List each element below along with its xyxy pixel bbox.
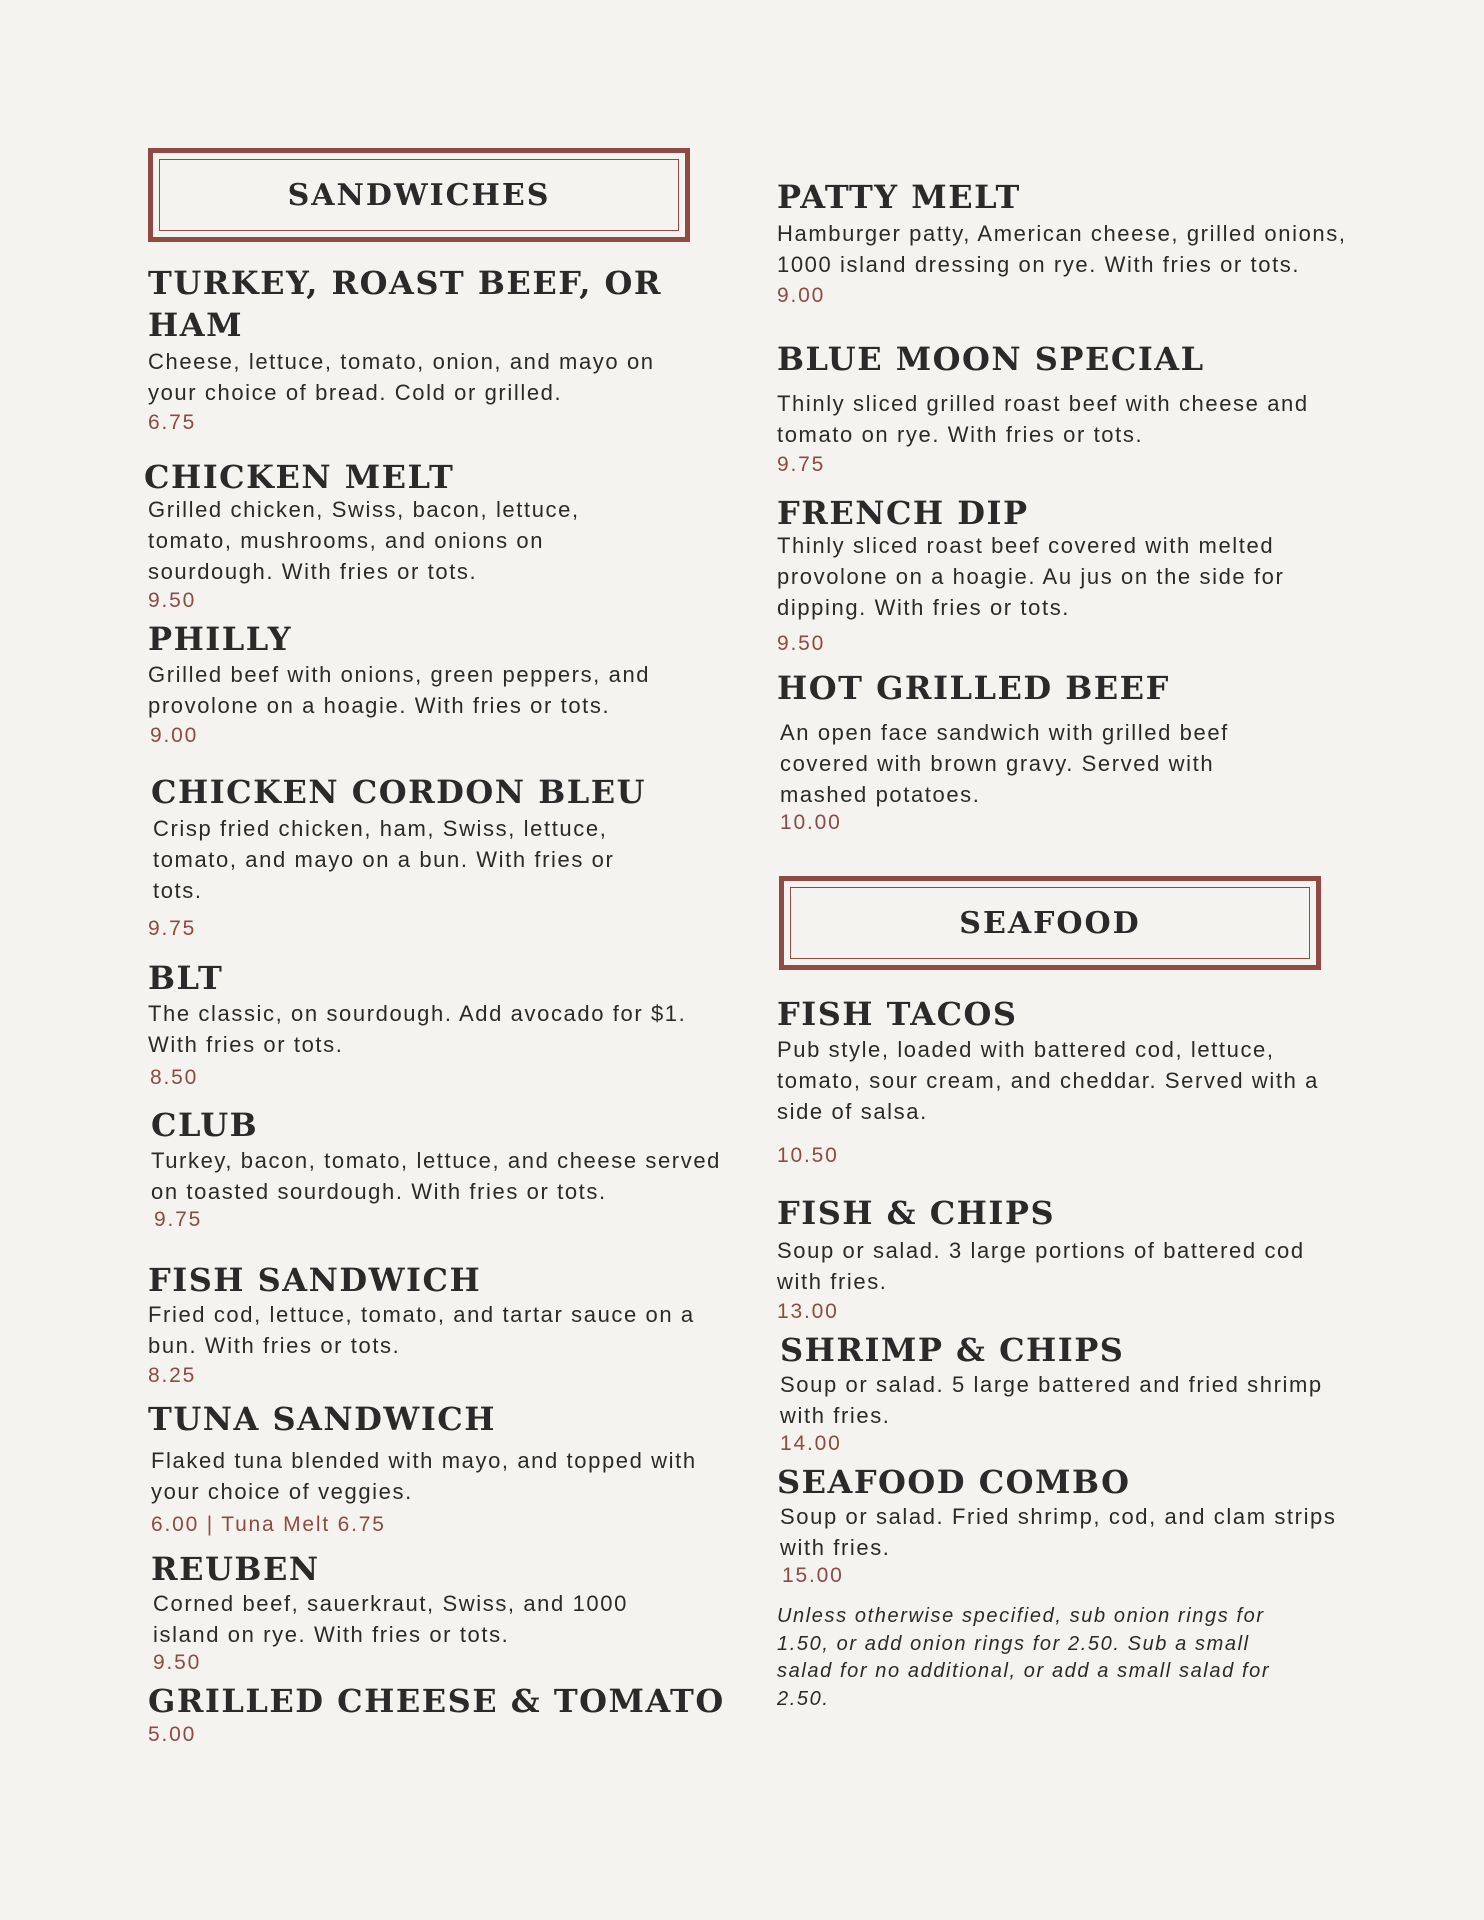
item-description: The classic, on sourdough. Add avocado for $1. With fries or tots.	[148, 1001, 687, 1057]
sandwiches-section-header	[148, 148, 690, 242]
item-description: Grilled chicken, Swiss, bacon, lettuce, tomato, mushrooms, and onions on sourdough. With fries or tots.	[148, 497, 580, 584]
item-name: HOT GRILLED BEEF	[777, 669, 1170, 707]
left-column	[144, 148, 738, 1748]
item-name: BLT	[148, 959, 224, 997]
menu-item	[777, 994, 1347, 1171]
item-name: CLUB	[151, 1106, 259, 1144]
section-title: SEAFOOD	[959, 905, 1141, 941]
item-description: Soup or salad. 5 large battered and fried shrimp with fries.	[780, 1372, 1323, 1428]
section-header-inner-frame	[790, 887, 1310, 959]
item-description: Soup or salad. 3 large portions of battered cod with fries.	[777, 1238, 1305, 1294]
menu-item	[777, 496, 1347, 659]
item-name: BLUE MOON SPECIAL	[777, 340, 1205, 378]
item-name: GRILLED CHEESE & TOMATO	[148, 1682, 725, 1720]
menu-item-details	[148, 494, 648, 615]
item-description: Hamburger patty, American cheese, grilled onions, 1000 island dressing on rye. With fries or tots.	[777, 221, 1347, 277]
item-name: TUNA SANDWICH	[148, 1400, 496, 1438]
item-price: 9.75	[154, 1208, 203, 1231]
menu-item	[144, 456, 734, 498]
item-name: CHICKEN CORDON BLEU	[151, 773, 647, 811]
item-price: 9.50	[153, 1651, 202, 1674]
item-name: SEAFOOD COMBO	[777, 1463, 1131, 1501]
item-name: REUBEN	[151, 1550, 320, 1588]
item-description: Cheese, lettuce, tomato, onion, and mayo on your choice of bread. Cold or grilled.	[148, 349, 655, 405]
item-price: 9.75	[777, 453, 826, 476]
right-column	[777, 148, 1377, 1733]
item-name: FISH TACOS	[777, 995, 1018, 1033]
menu-item	[777, 176, 1377, 312]
item-description: Grilled beef with onions, green peppers, and provolone on a hoagie. With fries or tots.	[148, 662, 651, 718]
menu-item	[777, 667, 1297, 836]
menu-item	[780, 1331, 1370, 1457]
menu-item	[777, 1193, 1347, 1327]
item-description: Thinly sliced roast beef covered with melted provolone on a hoagie. Au jus on the side for dipping. With fries or tots.	[777, 533, 1285, 620]
item-name: FISH SANDWICH	[148, 1261, 482, 1299]
item-price: 9.00	[150, 724, 199, 747]
item-description: An open face sandwich with grilled beef covered with brown gravy. Served with mashed potatoes.	[780, 720, 1229, 807]
item-price: 6.75	[148, 411, 197, 434]
menu-item	[148, 262, 668, 438]
item-name: SHRIMP & CHIPS	[780, 1331, 1125, 1369]
menu-item	[148, 1261, 738, 1391]
item-price: 9.50	[777, 632, 826, 655]
menu-item	[777, 338, 1317, 480]
menu-item	[777, 1463, 1377, 1589]
item-price: 8.25	[148, 1364, 197, 1387]
item-description: Crisp fried chicken, ham, Swiss, lettuce, tomato, and mayo on a bun. With fries or tots.	[153, 816, 615, 903]
menu-item	[148, 619, 738, 751]
item-price: 9.75	[148, 917, 197, 940]
menu-item	[148, 1399, 708, 1540]
section-header-inner-frame	[159, 159, 679, 231]
item-price: 13.00	[777, 1300, 839, 1323]
section-title: SANDWICHES	[287, 177, 551, 213]
menu-item	[148, 958, 708, 1093]
item-name: FRENCH DIP	[777, 494, 1029, 532]
item-price: 10.00	[780, 811, 842, 834]
item-name: CHICKEN MELT	[144, 458, 455, 496]
menu-note: Unless otherwise specified, sub onion rings for 1.50, or add onion rings for 2.50. Sub a small salad for no additional, or add a small salad for 2.50.	[777, 1605, 1271, 1710]
item-description: Soup or salad. Fried shrimp, cod, and clam strips with fries.	[780, 1504, 1337, 1560]
item-price: 9.00	[777, 284, 826, 307]
item-price: 9.50	[148, 589, 197, 612]
item-description: Thinly sliced grilled roast beef with cheese and tomato on rye. With fries or tots.	[777, 391, 1309, 447]
item-price: 14.00	[780, 1432, 842, 1455]
menu-item	[148, 1680, 748, 1748]
item-price: 6.00 | Tuna Melt 6.75	[151, 1513, 386, 1536]
item-name: FISH & CHIPS	[777, 1194, 1056, 1232]
menu-item	[151, 1105, 741, 1233]
item-description: Corned beef, sauerkraut, Swiss, and 1000 island on rye. With fries or tots.	[153, 1591, 628, 1647]
item-description: Pub style, loaded with battered cod, lettuce, tomato, sour cream, and cheddar. Served with a side of salsa.	[777, 1037, 1319, 1124]
seafood-section-header	[779, 876, 1321, 970]
item-price: 5.00	[148, 1723, 197, 1746]
item-description: Fried cod, lettuce, tomato, and tartar sauce on a bun. With fries or tots.	[148, 1302, 695, 1358]
item-name: PATTY MELT	[777, 178, 1021, 216]
menu-item	[151, 1550, 691, 1676]
item-description: Turkey, bacon, tomato, lettuce, and cheese served on toasted sourdough. With fries or tots.	[151, 1148, 722, 1204]
item-price: 8.50	[150, 1066, 199, 1089]
item-name: TURKEY, ROAST BEEF, OR HAM	[148, 264, 662, 344]
item-name: PHILLY	[148, 620, 293, 658]
item-price: 10.50	[777, 1144, 839, 1167]
item-price: 15.00	[782, 1564, 844, 1587]
item-description: Flaked tuna blended with mayo, and topped with your choice of veggies.	[151, 1448, 697, 1504]
menu-item	[148, 771, 671, 944]
